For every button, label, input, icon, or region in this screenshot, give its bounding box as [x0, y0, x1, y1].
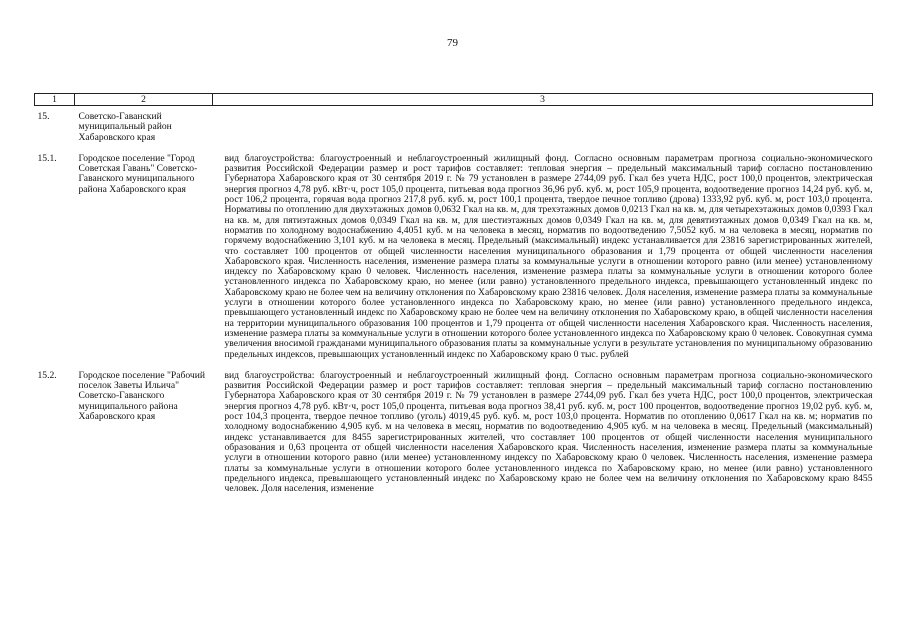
municipality-name: Городское поселение "Рабочий поселок Заветы Ильича" Советско-Гаванского муниципального района Хабаровского края: [78, 369, 206, 423]
table-row: [35, 154, 873, 360]
row-description: [213, 112, 873, 143]
table-row: [35, 371, 873, 495]
column-header-3: 3: [213, 94, 873, 106]
row-number: 15.2.: [37, 369, 57, 381]
row-description: вид благоустройства: благоустроенный и неблагоустроенный жилищный фонд. Согласно основным параметрам прогноза социально-экономического развития Российской Федерации размер и рост тарифов составляет: тепловая энергия – предельный максимальный тариф согласно постановлению Губернатора Хабаровского края от 30 сентября 2019 г. № 79 установлен в размере 2744,09 руб. Гкал без учета НДС, рост 100,0 процентов, электрическая энергия прогноз 4,78 руб. кВт·ч, рост 105,0 процента, питьевая вода прогноз 36,96 руб. куб. м, рост 105,9 процента, водоотведение прогноз 14,24 руб. куб. м, рост 106,2 процента, горячая вода прогноз 217,8 руб. куб. м, рост 100,1 процента, твердое печное топливо (дрова) 1333,92 руб. куб. м, рост 103,0 процента. Нормативы по отоплению для двухэтажных домов 0,0632 Гкал на кв. м, для трехэтажных домов 0,0213 Гкал на кв. м, для четырехэтажных домов 0,0393 Гкал на кв. м, для пятиэтажных домов 0,0349 Гкал на кв. м, для шестиэтажных домов 0,0349 Гкал на кв. м, для девятиэтажных домов 0,0349 Гкал на кв. м, норматив по холодному водоснабжению 4,4051 куб. м на человека в месяц, норматив по водоотведению 7,5052 куб. м на человека в месяц, норматив по горячему водоснабжению 3,101 куб. м на человека в месяц. Предельный (максимальный) индекс устанавливается для 23816 зарегистрированных жителей, что составляет 100 процентов от общей численности населения муниципального образования и 1,79 процента от общей численности населения Хабаровского края. Численность населения, изменение размера платы за коммунальные услуги в отношении которого равно (или менее) установленному индексу по Хабаровскому краю 0 человек. Численность населения, изменение размера платы за коммунальные услуги в отношении которого более установленного индекса по Хабаровскому краю, но менее (или равно) установленного предельного индекса, превышающего установленный индекс по Хабаровскому краю не более чем на величину отклонения по Хабаровскому краю 23816 человек. Доля населения, изменение размера платы за коммунальные услуги в отношении которого более установленного индекса по Хабаровскому краю, но менее (или равно) установленного предельного индекса, превышающего установленный индекс по Хабаровскому краю не более чем на величину отклонения по Хабаровскому краю, в общей численности населения на территории муниципального образования 100 процентов и 1,79 процента от общей численности населения Хабаровского края. Численность населения, изменение размера платы за коммунальные услуги в отношении которого более установленного индекса по Хабаровскому краю 0 человек. Совокупная сумма увеличения вносимой гражданами муниципального образования платы за коммунальные услуги в результате установления по муниципальному образованию предельных индексов, превышающих установленный индекс по Хабаровскому краю 0 тыс. рублей: [224, 152, 873, 360]
table-row: [35, 112, 873, 143]
municipality-name: Городское поселение "Город Советская Гавань" Советско-Гаванского муниципального района Хабаровского края: [78, 152, 198, 195]
column-header-1: 1: [35, 94, 75, 106]
row-number: 15.: [37, 111, 50, 122]
municipality-name: Советско-Гаванский муниципальный район Хабаровского края: [78, 111, 172, 143]
column-header-2: 2: [75, 94, 213, 106]
row-number: 15.1.: [37, 152, 57, 164]
page-number: 79: [447, 37, 458, 49]
tariff-table: [34, 93, 873, 494]
table-header-row: [35, 94, 873, 106]
row-description: вид благоустройства: благоустроенный и неблагоустроенный жилищный фонд. Согласно основным параметрам прогноза социально-экономического развития Российской Федерации размер и рост тарифов составляет: тепловая энергия – предельный максимальный тариф согласно постановлению Губернатора Хабаровского края от 30 сентября 2019 г. № 79 установлен в размере 2744,09 руб. Гкал без учета НДС, рост 100,0 процентов, электрическая энергия прогноз 4,78 руб. кВт·ч, рост 105,0 процента, питьевая вода прогноз 38,41 руб. куб. м, рост 100 процентов, водоотведение прогноз 19,02 руб. куб. м, рост 104,3 процента, твердое печное топливо (уголь) 4019,45 руб. куб. м, рост 103,0 процента. Норматив по отоплению 0,0617 Гкал на кв. м; норматив по холодному водоснабжению 4,905 куб. м на человека в месяц, норматив по водоотведению 4,905 куб. м на человека в месяц. Предельный (максимальный) индекс устанавливается для 8455 зарегистрированных жителей, что составляет 100 процентов от общей численности населения муниципального образования и 0,63 процента от общей численности населения Хабаровского края. Численность населения, изменение размера платы за коммунальные услуги в отношении которого равно (или менее) установленному индексу по Хабаровскому краю 0 человек. Численность населения, изменение размера платы за коммунальные услуги в отношении которого более установленного индекса по Хабаровскому краю, но менее (или равно) установленного предельного индекса, превышающего установленный индекс по Хабаровскому краю не более чем на величину отклонения по Хабаровскому краю 8455 человек. Доля населения, изменение: [224, 369, 873, 495]
